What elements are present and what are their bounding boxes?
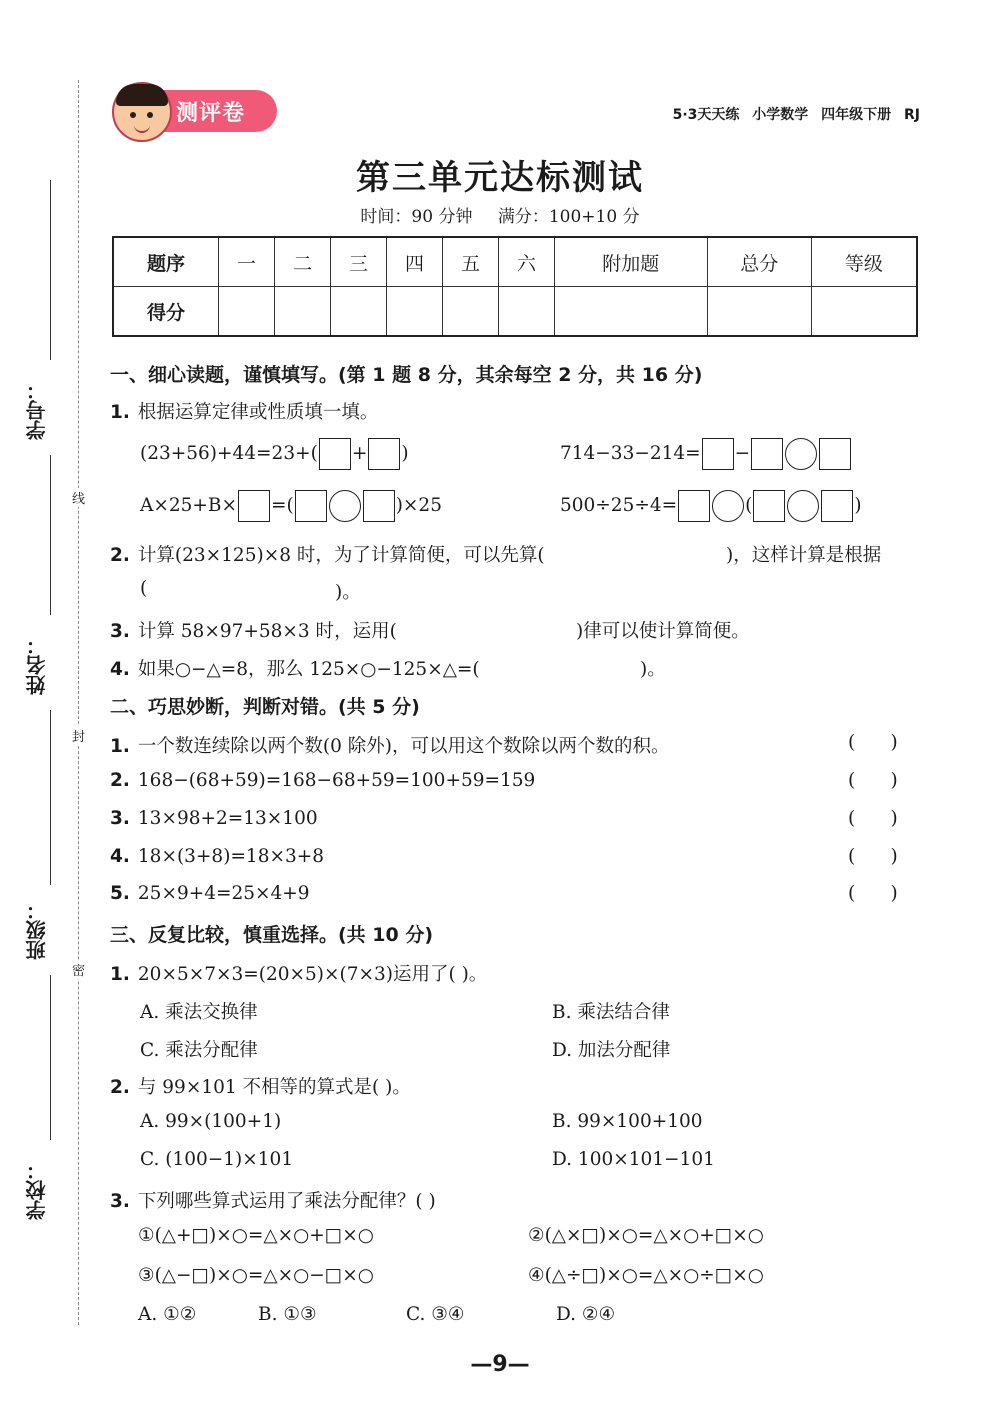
question: 2. 与 99×101 不相等的算式是( )。 xyxy=(110,1077,411,1098)
operator-circle[interactable] xyxy=(329,490,361,522)
question-continuation: )，这样计算是根据 xyxy=(726,545,882,566)
full-score: 满分：100+10 分 xyxy=(497,207,640,227)
answer-box[interactable] xyxy=(819,438,851,470)
option-d[interactable]: D. 100×101−101 xyxy=(552,1149,715,1170)
boy-mascot-icon xyxy=(112,82,172,142)
option-c[interactable]: C. ③④ xyxy=(406,1304,465,1325)
answer-slot[interactable]: ( ) xyxy=(848,770,898,791)
section-heading: 一、细心读题，谨慎填写。(第 1 题 8 分，其余每空 2 分，共 16 分) xyxy=(110,364,703,386)
table-row xyxy=(113,237,917,287)
answer-box[interactable] xyxy=(751,438,783,470)
true-false-item: 2. 168−(68+59)=168−68+59=100+59=159 xyxy=(110,770,536,791)
option-b[interactable]: B. 99×100+100 xyxy=(552,1111,703,1132)
section-heading: 二、巧思妙断，判断对错。(共 5 分) xyxy=(110,696,420,718)
question: 3. 下列哪些算式运用了乘法分配律？( ) xyxy=(110,1191,436,1212)
expression: 500÷25÷4= ( ) xyxy=(560,490,862,522)
column-header: 二 xyxy=(275,237,331,287)
name-field[interactable] xyxy=(50,710,51,885)
answer-box[interactable] xyxy=(702,438,734,470)
answer-slot[interactable]: ( ) xyxy=(848,883,898,904)
operator-circle[interactable] xyxy=(787,490,819,522)
formula-option: ④(△÷□)×○=△×○÷□×○ xyxy=(528,1265,764,1286)
true-false-item: 3. 13×98+2=13×100 xyxy=(110,808,318,829)
cut-mark-seal: 封 xyxy=(72,726,85,745)
expression: A×25+B× =( )×25 xyxy=(140,490,442,522)
school-label: 学校： xyxy=(25,1160,49,1220)
option-b[interactable]: B. ①③ xyxy=(258,1304,317,1325)
score-cell[interactable] xyxy=(275,287,331,337)
column-header: 一 xyxy=(219,237,275,287)
row-label: 题序 xyxy=(113,237,219,287)
formula-option: ③(△−□)×○=△×○−□×○ xyxy=(138,1265,374,1286)
answer-box[interactable] xyxy=(238,490,270,522)
column-header: 五 xyxy=(443,237,499,287)
question: 1. 20×5×7×3=(20×5)×(7×3)运用了( )。 xyxy=(110,964,488,985)
option-a[interactable]: A. ①② xyxy=(138,1304,197,1325)
class-field[interactable] xyxy=(50,975,51,1140)
answer-close-paren: )。 xyxy=(335,582,361,603)
page-title: 第三单元达标测试 xyxy=(356,158,644,198)
answer-box[interactable] xyxy=(363,490,395,522)
class-label: 班级： xyxy=(25,900,49,960)
answer-box[interactable] xyxy=(295,490,327,522)
answer-slot[interactable]: ( ) xyxy=(848,808,898,829)
exam-info xyxy=(0,202,1000,227)
row-label: 得分 xyxy=(113,287,219,337)
score-cell[interactable] xyxy=(707,287,811,337)
section-heading: 三、反复比较，慎重选择。(共 10 分) xyxy=(110,924,434,946)
option-b[interactable]: B. 乘法结合律 xyxy=(552,1002,670,1023)
question: 2. 计算(23×125)×8 时，为了计算简便，可以先算( xyxy=(110,545,545,566)
option-c[interactable]: C. 乘法分配律 xyxy=(140,1040,258,1061)
formula-option: ②(△×□)×○=△×○+□×○ xyxy=(528,1225,764,1246)
column-header: 四 xyxy=(387,237,443,287)
question-continuation: )。 xyxy=(640,659,666,680)
option-a[interactable]: A. 乘法交换律 xyxy=(140,1002,258,1023)
series-info: 5·3天天练 小学数学 四年级下册 RJ xyxy=(672,107,920,123)
answer-box[interactable] xyxy=(821,490,853,522)
formula-option: ①(△+□)×○=△×○+□×○ xyxy=(138,1225,374,1246)
option-c[interactable]: C. (100−1)×101 xyxy=(140,1149,294,1170)
student-id-field-lower[interactable] xyxy=(50,455,51,615)
question-continuation: )律可以使计算简便。 xyxy=(576,621,750,642)
true-false-item: 4. 18×(3+8)=18×3+8 xyxy=(110,846,325,867)
answer-box[interactable] xyxy=(678,490,710,522)
page-number: —9— xyxy=(470,1352,530,1377)
column-header: 总分 xyxy=(707,237,811,287)
answer-open-paren: ( xyxy=(140,578,148,599)
expression: (23+56)+44=23+( + ) xyxy=(140,438,409,470)
option-a[interactable]: A. 99×(100+1) xyxy=(140,1111,282,1132)
question: 4. 如果○−△=8，那么 125×○−125×△=( xyxy=(110,659,480,680)
question: 3. 计算 58×97+58×3 时，运用( xyxy=(110,621,397,642)
answer-box[interactable] xyxy=(753,490,785,522)
column-header: 六 xyxy=(498,237,554,287)
logo-text: 测评卷 xyxy=(176,101,246,126)
true-false-item: 5. 25×9+4=25×4+9 xyxy=(110,883,310,904)
binding-line xyxy=(78,80,79,1325)
question: 1. 根据运算定律或性质填一填。 xyxy=(110,402,379,423)
score-cell[interactable] xyxy=(387,287,443,337)
score-table xyxy=(112,236,918,337)
answer-slot[interactable]: ( ) xyxy=(848,732,898,753)
column-header: 等级 xyxy=(811,237,917,287)
time-limit: 时间：90 分钟 xyxy=(360,207,473,227)
answer-slot[interactable]: ( ) xyxy=(848,846,898,867)
score-cell[interactable] xyxy=(331,287,387,337)
score-cell[interactable] xyxy=(811,287,917,337)
operator-circle[interactable] xyxy=(785,438,817,470)
cut-mark-line: 线 xyxy=(72,488,85,507)
score-cell[interactable] xyxy=(554,287,707,337)
name-label: 姓名： xyxy=(25,635,49,695)
score-cell[interactable] xyxy=(443,287,499,337)
option-d[interactable]: D. 加法分配律 xyxy=(552,1040,671,1061)
column-header: 附加题 xyxy=(554,237,707,287)
operator-circle[interactable] xyxy=(712,490,744,522)
answer-box[interactable] xyxy=(319,438,351,470)
cut-mark-secret: 密 xyxy=(72,960,85,979)
table-row xyxy=(113,287,917,337)
test-paper-logo xyxy=(112,82,277,138)
score-cell[interactable] xyxy=(219,287,275,337)
column-header: 三 xyxy=(331,237,387,287)
true-false-item: 1. 一个数连续除以两个数(0 除外)，可以用这个数除以两个数的积。 xyxy=(110,736,670,757)
expression: 714−33−214= − xyxy=(560,438,852,470)
score-cell[interactable] xyxy=(498,287,554,337)
option-d[interactable]: D. ②④ xyxy=(556,1304,616,1325)
student-id-label: 学号： xyxy=(25,380,49,440)
answer-box[interactable] xyxy=(368,438,400,470)
